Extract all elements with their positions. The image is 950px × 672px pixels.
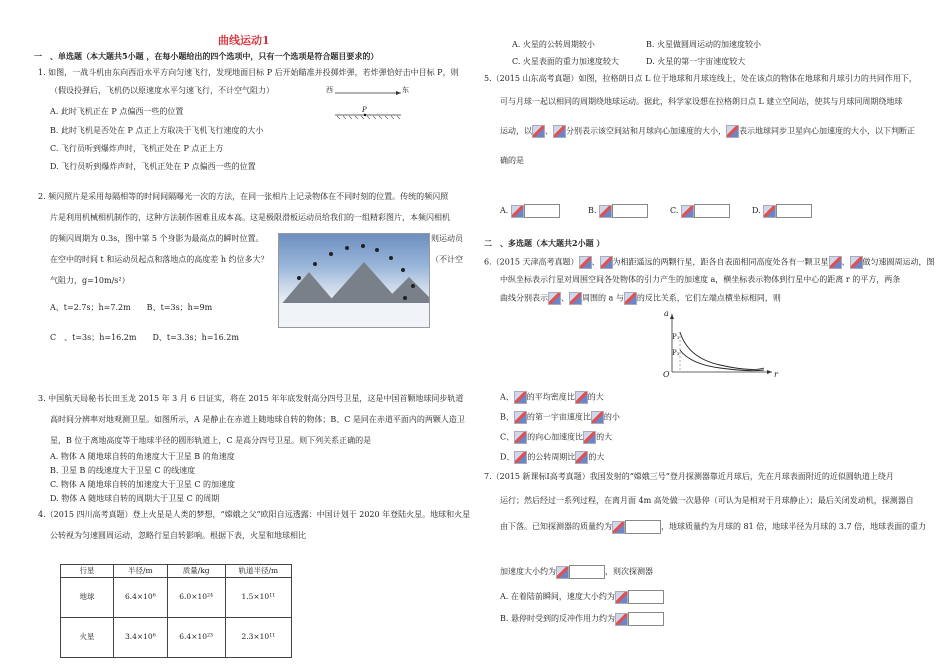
- q5-line3a: 运动，以: [500, 126, 532, 136]
- option-text: 的向心加速度比: [527, 432, 584, 442]
- q7-line2: 运行；然后经过一系列过程，在离月面 4m 高处做一次悬停（可认为是相对于月球静止）；最后关闭发动机，探测器自: [500, 496, 914, 505]
- q3-option-c: C. 物体 A 随地球自转的加速度大于卫星 C 的加速度: [50, 480, 235, 489]
- q4-planet-table: [60, 564, 292, 658]
- formula-image-icon: [514, 411, 527, 424]
- formula-image-icon: [548, 292, 561, 305]
- table-cell: 6.4×10²³: [167, 617, 225, 657]
- q2-line5: 气阻力，g=10m/s²）: [50, 276, 130, 285]
- formula-image-icon: [612, 521, 625, 534]
- formula-image-icon: [615, 591, 628, 604]
- table-cell: 6.0×10²⁴: [167, 577, 225, 617]
- formula-image-icon: [615, 613, 628, 626]
- graph-axis-r: r: [774, 370, 778, 379]
- option-text: 的第一宇宙速度比: [526, 412, 591, 422]
- q3-option-d: D. 物体 A 随地球自转的周期大于卫星 C 的周期: [50, 494, 220, 503]
- q5-option-d: [752, 204, 812, 218]
- graph-axis-a: a: [664, 309, 669, 318]
- q6-option-b: [500, 411, 620, 424]
- answer-box: [569, 565, 605, 579]
- q3-line1: 3. 中国航天局秘书长田玉龙 2015 年 3 月 6 日证实，将在 2015 年年底发射高分四号卫星，这是中国首颗地球同步轨道: [38, 394, 464, 403]
- option-text: 的大: [596, 432, 613, 442]
- formula-image-icon: [553, 125, 566, 138]
- option-text: B. 悬停时受到的反冲作用力约为: [500, 614, 615, 623]
- formula-image-icon: [532, 125, 545, 138]
- formula-image-icon: [763, 205, 776, 218]
- formula-image-icon: [624, 292, 637, 305]
- q6-separator: 、: [841, 257, 850, 267]
- q5-line3: [500, 125, 915, 138]
- q1-option-c: C. 飞行员听到爆炸声时，飞机正处在 P 点正上方: [50, 144, 224, 153]
- q1-option-b: B. 此时飞机是否处在 P 点正上方取决于飞机飞行速度的大小: [50, 126, 264, 135]
- formula-image-icon: [575, 451, 588, 464]
- q2-line1: 2. 频闪照片是采用每隔相等的时间间隔曝光一次的方法，在同一张相片上记录物体在不同时刻的位置。传统的频闪照: [38, 192, 449, 201]
- q6-line1e: 做匀速圆周运动，图: [862, 257, 935, 267]
- q2-options-cd: C 、t=3s；h=16.2m D、t=3.3s；h=16.2m: [50, 333, 239, 342]
- formula-image-icon: [514, 431, 527, 444]
- q4-option-d: D. 火星的第一宇宙速度较大: [646, 57, 746, 66]
- table-header-row: [61, 565, 292, 578]
- table-header: 行星: [61, 565, 114, 578]
- formula-image-icon: [511, 205, 524, 218]
- q4-option-b: B. 火星做圆周运动的加速度较小: [646, 40, 761, 49]
- q7-line3b: ，地球质量约为月球的 81 倍，地球半径为月球的 3.7 倍，地球表面的重力: [661, 522, 927, 531]
- answer-box: [524, 204, 560, 218]
- q1-stem-line1: 1. 如图，一战斗机由东向西沿水平方向匀速飞行，发现地面目标 P 后开始瞄准并投掷炸弹，若炸弹恰好击中目标 P，则: [38, 68, 459, 77]
- q2-line4b: （不计空: [431, 255, 463, 264]
- q4-option-c: C. 火星表面的重力加速度较大: [512, 57, 619, 66]
- q6-line3d: 的反比关系，它们左端点横坐标相同，则: [636, 293, 781, 303]
- option-text: 的小: [603, 412, 620, 422]
- table-row: [61, 617, 292, 657]
- q2-skier-photo: [278, 233, 430, 328]
- q4-line2: 公转视为匀速圆周运动，忽略行星自转影响。根据下表，火星和地球相比: [50, 531, 306, 540]
- formula-image-icon: [599, 205, 612, 218]
- option-letter: B、: [500, 412, 514, 422]
- q2-line3b: 则运动员: [431, 234, 463, 243]
- option-letter: C.: [670, 206, 679, 215]
- q4-line1: 4.（2015 四川高考真题）登上火星是人类的梦想，“嫦娥之父”欧阳自远透露：中国计划于 2020 年登陆火星。地球和火星: [38, 510, 471, 519]
- q5-line2: 可与月球一起以相同的周期绕地球运动。据此，科学家设想在拉格朗日点 L 建立空间站，使其与月球同周期绕地球: [500, 97, 903, 106]
- q2-line4a: 在空中的时间 t 和运动员起点和落地点的高度差 h 约位多大？: [50, 255, 269, 264]
- section-single-choice: 一 、单选题（本大题共5小题 ，在每小题给出的四个选项中，只有一个选项是符合题目要求的）: [34, 51, 379, 61]
- option-letter: A、: [500, 392, 514, 402]
- q6-line1: [484, 256, 935, 269]
- formula-image-icon: [726, 125, 739, 138]
- q7-line3a: 由下落。已知探测器的质量约为: [500, 522, 612, 531]
- formula-image-icon: [591, 411, 604, 424]
- q1-figure-west: 西: [326, 86, 333, 94]
- q2-line2: 片是利用机械相机制作的，这种方法制作困难且成本高。这是极限滑板运动员给我们的一组精彩图片，本频闪相机: [50, 213, 450, 222]
- q2-line3a: 的频闪周期为 0.3s，图中第 5 个身影为最高点的瞬时位置。: [50, 234, 264, 243]
- q4-option-a: A. 火星的公转周期较小: [512, 40, 595, 49]
- table-cell: 6.4×10⁶: [114, 577, 168, 617]
- q6-line3: [500, 292, 781, 305]
- q7-line1: 7.（2015 新课标Ⅰ高考真题）我国发射的“嫦娥三号”登月探测器靠近月球后，先在月球表面附近的近似圆轨道上绕月: [484, 472, 894, 481]
- q3-line2: 高时间分辨率对地观测卫星。如图所示，A 是静止在赤道上随地球自转的物体；B、C 是同在赤道平面内的两颗人造卫: [50, 415, 465, 424]
- q6-acceleration-graph: [660, 310, 780, 382]
- answer-box: [628, 590, 664, 604]
- formula-image-icon: [583, 431, 596, 444]
- q6-line2: 中纵坐标表示行星对周围空间各处物体的引力产生的加速度 a，横坐标表示物体到行星中心的距离 r 的平方，两条: [500, 275, 901, 284]
- answer-box: [612, 204, 648, 218]
- option-text: A. 在着陆前瞬间，速度大小约为: [500, 592, 615, 601]
- table-header: 质量/kg: [167, 565, 225, 578]
- q2-options-ab: A、t=2.7s；h=7.2m B、t=3s；h=9m: [50, 303, 213, 312]
- q6-option-c: [500, 431, 612, 444]
- option-letter: D、: [500, 452, 515, 462]
- table-header: 半径/m: [114, 565, 168, 578]
- table-cell: 火星: [61, 617, 114, 657]
- table-cell: 3.4×10⁶: [114, 617, 168, 657]
- answer-box: [625, 520, 661, 534]
- q7-line4: [500, 565, 653, 579]
- q6-separator: 、: [561, 293, 569, 303]
- q1-option-d: D. 飞行员听到爆炸声时，飞机正处在 P 点偏西一些的位置: [50, 162, 256, 171]
- q6-option-d: [500, 451, 604, 464]
- page-title: 曲线运动1: [218, 34, 270, 47]
- formula-image-icon: [556, 566, 569, 579]
- option-letter: B.: [588, 206, 597, 215]
- q7-option-b: [500, 612, 664, 626]
- formula-image-icon: [575, 391, 588, 404]
- q5-line1: 5.（2015 山东高考真题）如图，拉格朗日点 L 位于地球和月球连线上，处在该点的物体在地球和月球引力的共同作用下，: [484, 74, 917, 83]
- formula-image-icon: [514, 451, 527, 464]
- table-cell: 1.5×10¹¹: [225, 577, 291, 617]
- option-letter: C、: [500, 432, 515, 442]
- q5-separator: 、: [545, 126, 553, 136]
- q6-line3a: 曲线分别表示: [500, 293, 548, 303]
- q6-line1a: 6.（2015 天津高考真题）: [484, 257, 579, 267]
- q5-line3c: 分别表示该空间站和月球向心加速度的大小，: [566, 126, 726, 136]
- option-text: 的平均密度比: [526, 392, 575, 402]
- graph-label-p2: P₂: [672, 349, 680, 357]
- table-cell: 2.3×10¹¹: [225, 617, 291, 657]
- formula-image-icon: [829, 256, 842, 269]
- formula-image-icon: [600, 256, 613, 269]
- option-letter: D.: [752, 206, 761, 215]
- formula-image-icon: [579, 256, 592, 269]
- option-text: 的大: [588, 452, 605, 462]
- graph-label-p1: P₁: [672, 333, 680, 341]
- q5-option-a: [500, 204, 560, 218]
- q1-stem-line2: （假设投弹后，飞机仍以原速度水平匀速飞行，不计空气阻力）: [50, 86, 274, 95]
- q6-separator: 、: [591, 257, 600, 267]
- q5-option-c: [670, 204, 730, 218]
- formula-image-icon: [514, 391, 527, 404]
- q7-line4b: ，则次探测器: [605, 567, 653, 576]
- q5-option-b: [588, 204, 648, 218]
- answer-box: [628, 612, 664, 626]
- q7-line4a: 加速度大小约为: [500, 567, 556, 576]
- graph-origin: O: [663, 370, 670, 379]
- q3-line3: 星，B 位于离地高度等于地球半径的圆形轨道上，C 是高分四号卫星。则下列关系正确的是: [50, 436, 372, 445]
- q3-option-b: B. 卫星 B 的线速度大于卫星 C 的线速度: [50, 466, 196, 475]
- q7-option-a: [500, 590, 664, 604]
- q6-line1c: 为相距遥远的两颗行星，距各自表面相同高度处各有一颗卫星: [612, 257, 829, 267]
- table-row: [61, 577, 292, 617]
- table-cell: 地球: [61, 577, 114, 617]
- table-header: 轨道半径/m: [225, 565, 291, 578]
- q6-line3c: 周围的 a 与: [582, 293, 624, 303]
- q3-option-a: A. 物体 A 随地球自转的角速度大于卫星 B 的角速度: [50, 452, 235, 461]
- q1-option-a: A. 此时飞机正在 P 点偏西一些的位置: [50, 107, 184, 116]
- option-letter: A.: [500, 206, 509, 215]
- q1-figure-diagram: [335, 90, 405, 120]
- option-text: 的大: [587, 392, 604, 402]
- q1-figure-p-label: P: [362, 106, 367, 114]
- section-multi-choice: 二 、多选题（本大题共2小题 ）: [484, 238, 605, 248]
- formula-image-icon: [681, 205, 694, 218]
- answer-box: [694, 204, 730, 218]
- q1-figure-east: 东: [402, 86, 409, 94]
- q6-option-a: [500, 391, 604, 404]
- answer-box: [776, 204, 812, 218]
- option-text: 的公转周期比: [527, 452, 576, 462]
- formula-image-icon: [850, 256, 863, 269]
- q5-line4: 确的是: [500, 156, 524, 165]
- formula-image-icon: [569, 292, 582, 305]
- q5-line3d: 表示地球同步卫星向心加速度的大小，以下判断正: [739, 126, 915, 136]
- q7-line3: [500, 520, 926, 534]
